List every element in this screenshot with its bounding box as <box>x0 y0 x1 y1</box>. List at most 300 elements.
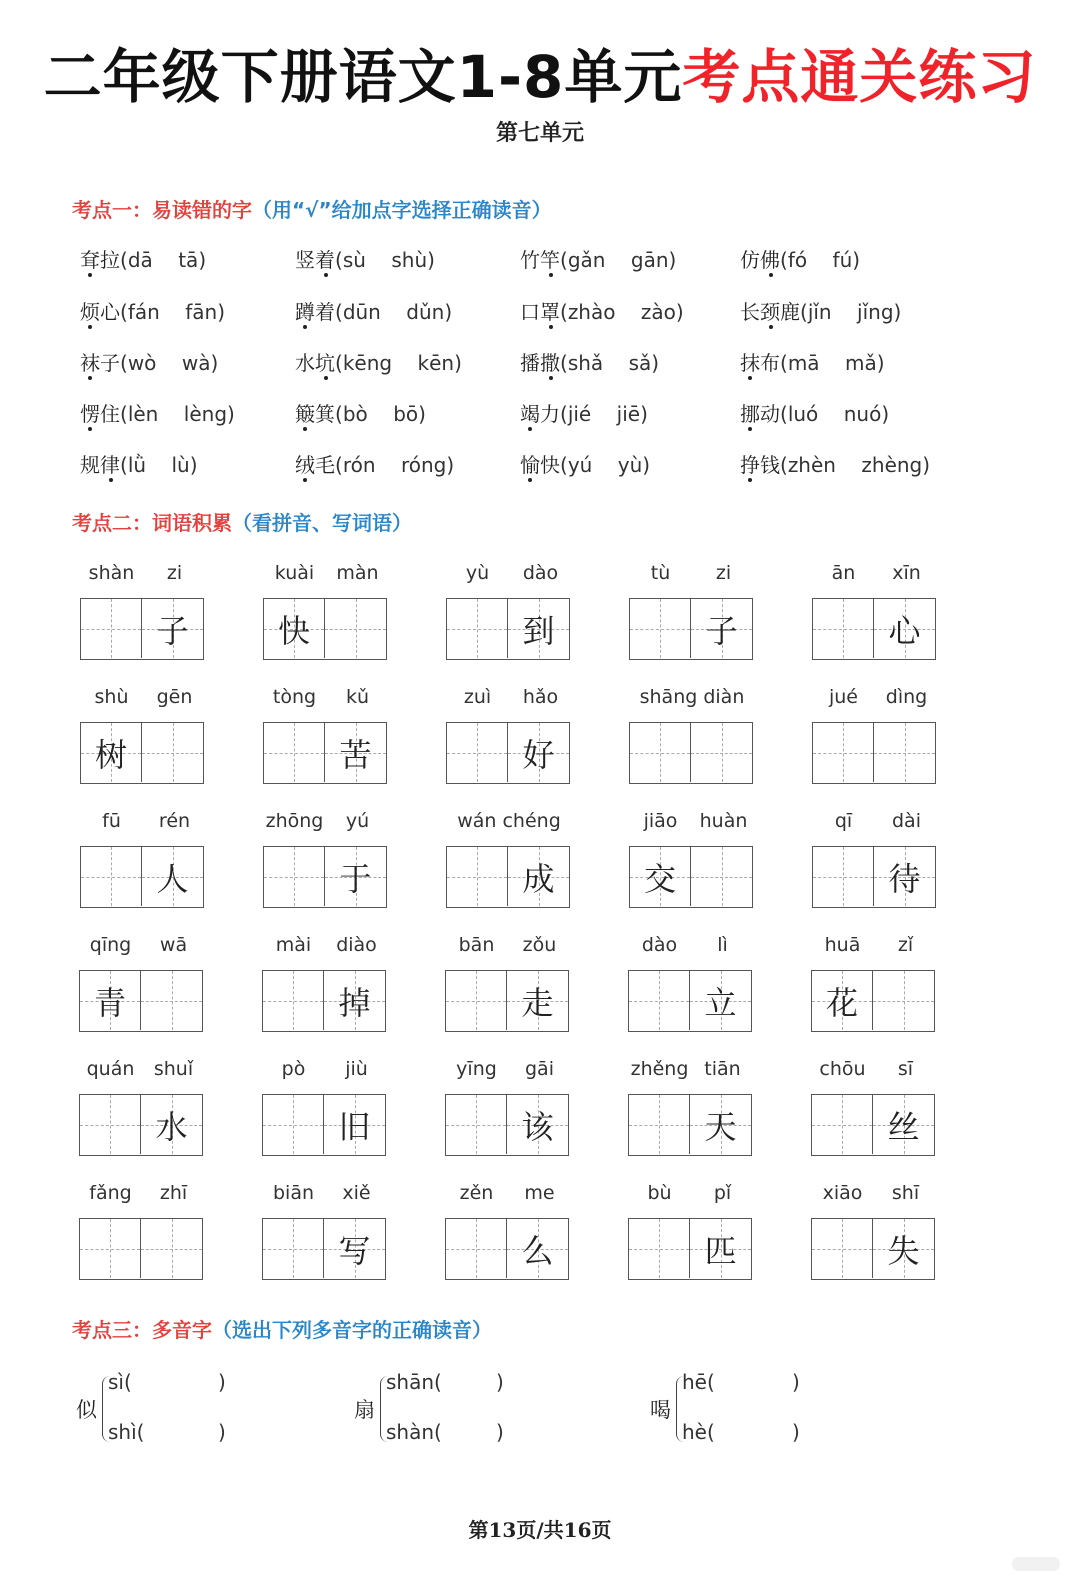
writing-box[interactable] <box>447 847 508 906</box>
reading-option-2[interactable]: bō <box>393 402 419 426</box>
given-character: 花 <box>825 983 858 1022</box>
writing-box[interactable] <box>874 723 935 782</box>
pinyin-syllable: qīng <box>89 934 132 956</box>
pinyin-syllable: tiān <box>704 1058 741 1080</box>
pinyin-syllable: fū <box>102 810 121 832</box>
emphasis-dot <box>769 325 773 329</box>
reading-word: 绒毛 <box>295 453 335 477</box>
option-gap <box>146 453 171 477</box>
given-character <box>813 847 873 906</box>
given-character: 写 <box>338 1231 371 1270</box>
reading-option-2[interactable]: dǔn <box>406 300 445 324</box>
pinyin-syllable: shī <box>891 1182 920 1204</box>
option-gap <box>591 402 616 426</box>
given-character <box>142 723 203 782</box>
reading-item <box>295 449 454 478</box>
pinyin-syllable: xiāo <box>822 1182 863 1204</box>
pinyin-syllable: zhěng <box>630 1058 689 1080</box>
pinyin-label <box>79 1182 205 1208</box>
given-character: 好 <box>522 735 555 774</box>
title-main: 二年级下册语文1-8单元 <box>43 43 683 111</box>
emphasis-dot <box>748 376 752 380</box>
reading-item <box>740 398 889 427</box>
pinyin-syllable: bān <box>458 934 495 956</box>
tianzige-grid <box>263 722 387 784</box>
word-cell <box>445 1058 571 1160</box>
writing-box[interactable] <box>691 723 752 782</box>
given-character <box>446 1219 506 1278</box>
emphasis-dot <box>303 427 307 431</box>
reading-option-2[interactable]: lù <box>171 453 190 477</box>
reading-option-1[interactable]: zhèn <box>787 453 836 477</box>
paren-open: ( <box>335 402 343 426</box>
writing-box[interactable] <box>325 599 386 658</box>
reading-word: 挣钱 <box>740 453 780 477</box>
reading-line[interactable] <box>386 1420 504 1444</box>
pinyin-syllable: lì <box>717 934 728 956</box>
writing-box[interactable] <box>263 971 324 1030</box>
given-character <box>264 723 324 782</box>
reading-option-1[interactable]: lèn <box>127 402 159 426</box>
emphasis-dot <box>303 325 307 329</box>
writing-box[interactable] <box>81 723 142 782</box>
reading-item <box>740 244 860 273</box>
emphasis-dot <box>549 273 553 277</box>
emphasis-dot <box>549 376 553 380</box>
word-cell <box>80 562 206 664</box>
pinyin-syllable: zǒu <box>522 934 557 956</box>
reading-option-2[interactable]: gān <box>630 248 669 272</box>
writing-box[interactable] <box>141 1219 202 1278</box>
tianzige-grid <box>79 1218 203 1280</box>
given-character: 苦 <box>339 735 372 774</box>
pinyin-syllable: zuì <box>463 686 492 708</box>
reading-option-1[interactable]: lǜ <box>127 453 147 477</box>
given-character <box>691 723 752 782</box>
writing-box[interactable] <box>325 723 386 782</box>
pinyin-syllable: dìng <box>885 686 928 708</box>
pinyin-syllable: jiāo <box>643 810 678 832</box>
reading-option-1[interactable]: yú <box>567 453 593 477</box>
pinyin-syllable: hǎo <box>522 686 559 708</box>
given-character <box>629 1219 689 1278</box>
paren-open: ( <box>120 351 128 375</box>
writing-box[interactable] <box>142 847 203 906</box>
reading-option-2[interactable]: shù <box>391 248 428 272</box>
reading-option-2[interactable]: tā <box>178 248 199 272</box>
pinyin-syllable: zěn <box>459 1182 494 1204</box>
section1-lead: 考点一：易读错的字 <box>72 198 252 222</box>
paren-open: ( <box>335 351 343 375</box>
writing-box[interactable] <box>80 1095 141 1154</box>
emphasis-dot <box>528 427 532 431</box>
writing-box[interactable] <box>690 971 751 1030</box>
reading-word: 愉快 <box>520 453 560 477</box>
reading-item <box>520 398 648 427</box>
reading-item <box>295 296 452 325</box>
writing-box[interactable] <box>813 599 874 658</box>
given-character <box>874 723 935 782</box>
writing-box[interactable] <box>142 723 203 782</box>
given-character: 失 <box>887 1231 920 1270</box>
pinyin-label <box>812 562 938 588</box>
paren-open: ( <box>120 248 128 272</box>
given-character <box>629 971 689 1030</box>
reading-option-2[interactable]: kēn <box>417 351 455 375</box>
emphasis-dot <box>549 325 553 329</box>
reading-item <box>520 244 676 273</box>
page-number: 第13页/共16页 <box>468 1518 612 1542</box>
tianzige-grid <box>812 722 936 784</box>
writing-box[interactable] <box>812 971 873 1030</box>
word-cell <box>262 934 388 1036</box>
reading-option-1[interactable]: luó <box>787 402 819 426</box>
given-character: 树 <box>94 735 127 774</box>
writing-box[interactable] <box>812 1219 873 1278</box>
writing-box[interactable] <box>813 723 874 782</box>
paren-close: ) <box>640 402 648 426</box>
paren-close: ) <box>651 351 660 375</box>
writing-box[interactable] <box>446 1095 507 1154</box>
writing-box[interactable] <box>325 847 386 906</box>
paren-open: ( <box>120 453 128 477</box>
writing-box[interactable] <box>873 1219 934 1278</box>
writing-box[interactable] <box>80 1219 141 1278</box>
given-character <box>80 1095 140 1154</box>
reading-item <box>80 296 225 325</box>
paren-close: ) <box>189 453 198 477</box>
writing-box[interactable] <box>324 1219 385 1278</box>
reading-option-1[interactable]: fán <box>127 300 160 324</box>
word-cell <box>79 1058 205 1160</box>
writing-box[interactable] <box>874 599 935 658</box>
pinyin-label <box>80 562 206 588</box>
pinyin-syllable: pò <box>281 1058 306 1080</box>
polyphone-character: 喝 <box>650 1398 671 1422</box>
writing-box[interactable] <box>81 847 142 906</box>
pinyin-syllable: quán <box>86 1058 135 1080</box>
reading-item <box>740 449 930 478</box>
given-character: 掉 <box>338 983 371 1022</box>
given-character: 待 <box>888 859 921 898</box>
writing-box[interactable] <box>264 599 325 658</box>
given-character <box>325 599 386 658</box>
writing-box[interactable] <box>812 1095 873 1154</box>
paren-close: ) <box>218 1370 226 1394</box>
reading-option-2[interactable]: wà <box>181 351 211 375</box>
given-character: 心 <box>888 611 921 650</box>
reading-option-1[interactable]: jǐn <box>807 300 832 324</box>
writing-box[interactable] <box>81 599 142 658</box>
word-cell <box>446 810 572 912</box>
option-gap <box>836 453 861 477</box>
word-cell <box>263 686 389 788</box>
writing-box[interactable] <box>324 971 385 1030</box>
tianzige-grid <box>812 846 936 908</box>
reading-line[interactable] <box>682 1420 800 1444</box>
word-cell <box>812 562 938 664</box>
pinyin-label <box>811 934 937 960</box>
writing-box[interactable] <box>508 599 569 658</box>
writing-box[interactable] <box>507 1219 568 1278</box>
reading-option-1[interactable]: sù <box>342 248 366 272</box>
section3-note: （选出下列多音字的正确读音） <box>212 1318 492 1342</box>
word-cell <box>80 686 206 788</box>
given-character <box>141 1219 202 1278</box>
pinyin-label <box>445 1182 571 1208</box>
emphasis-dot <box>303 478 307 482</box>
writing-box[interactable] <box>446 1219 507 1278</box>
pinyin-syllable: shù <box>94 686 129 708</box>
word-cell <box>629 810 755 912</box>
word-cell <box>262 1182 388 1284</box>
section3-lead: 考点三：多音字 <box>72 1318 212 1342</box>
writing-box[interactable] <box>447 723 508 782</box>
writing-box[interactable] <box>141 1095 202 1154</box>
pinyin-label <box>628 934 754 960</box>
reading-option-2[interactable]: jiē <box>616 402 641 426</box>
writing-box[interactable] <box>813 847 874 906</box>
reading-option-1[interactable]: mā <box>787 351 820 375</box>
writing-box[interactable] <box>873 971 934 1030</box>
emphasis-dot <box>88 427 92 431</box>
tianzige-grid <box>811 1218 935 1280</box>
pinyin-syllable: shàn <box>88 562 135 584</box>
pinyin-syllable: yīng <box>456 1058 497 1080</box>
reading-option-1[interactable]: dā <box>127 248 153 272</box>
writing-box[interactable] <box>873 1095 934 1154</box>
writing-box[interactable] <box>264 723 325 782</box>
reading-option-1[interactable]: gǎn <box>567 248 606 272</box>
paren-open: ( <box>335 453 343 477</box>
tianzige-grid <box>263 598 387 660</box>
tianzige-grid <box>628 970 752 1032</box>
paren-open: ( <box>560 453 568 477</box>
reading-word: 袜子 <box>80 351 120 375</box>
given-character <box>630 599 690 658</box>
reading-option-2[interactable]: lèng <box>183 402 228 426</box>
writing-box[interactable] <box>630 723 691 782</box>
paren-close: ) <box>227 402 235 426</box>
pinyin-label <box>628 1182 754 1208</box>
pinyin-label <box>446 810 572 836</box>
paren-close: ) <box>668 248 677 272</box>
writing-box[interactable] <box>630 847 691 906</box>
reading-item <box>520 296 684 325</box>
emphasis-dot <box>88 376 92 380</box>
tianzige-grid <box>445 1218 569 1280</box>
writing-box[interactable] <box>691 599 752 658</box>
tianzige-grid <box>446 598 570 660</box>
section2-heading <box>72 507 412 536</box>
given-character <box>630 723 690 782</box>
paren-close: ) <box>446 453 455 477</box>
pinyin-label <box>445 934 571 960</box>
given-character: 么 <box>521 1231 554 1270</box>
option-gap <box>818 402 843 426</box>
reading-option-1[interactable]: jié <box>567 402 592 426</box>
given-character: 走 <box>521 983 554 1022</box>
paren-open: ( <box>780 351 788 375</box>
reading-line[interactable] <box>108 1420 226 1444</box>
pinyin-label <box>80 686 206 712</box>
reading-option-1[interactable]: dūn <box>342 300 381 324</box>
option-gap <box>820 351 845 375</box>
pinyin-label <box>812 686 938 712</box>
reading-option-1[interactable]: rón <box>342 453 376 477</box>
reading-option-2[interactable]: mǎ <box>845 351 877 375</box>
given-character <box>141 971 202 1030</box>
writing-box[interactable] <box>324 1095 385 1154</box>
pinyin-syllable: màn <box>336 562 379 584</box>
writing-box[interactable] <box>507 1095 568 1154</box>
given-character <box>263 971 323 1030</box>
given-character <box>80 1219 140 1278</box>
writing-box[interactable] <box>629 971 690 1030</box>
reading-line[interactable] <box>682 1370 800 1394</box>
writing-box[interactable] <box>446 971 507 1030</box>
pinyin-label <box>80 810 206 836</box>
reading-word: 竹竿 <box>520 248 560 272</box>
watermark <box>1012 1557 1060 1571</box>
writing-box[interactable] <box>508 847 569 906</box>
option-gap <box>832 300 857 324</box>
tianzige-grid <box>446 846 570 908</box>
word-cell <box>812 686 938 788</box>
writing-box[interactable] <box>507 971 568 1030</box>
given-character <box>446 971 506 1030</box>
writing-box[interactable] <box>263 1095 324 1154</box>
reading-option-2[interactable]: jǐng <box>857 300 894 324</box>
tianzige-grid <box>262 1094 386 1156</box>
writing-box[interactable] <box>690 1219 751 1278</box>
emphasis-dot <box>324 376 328 380</box>
option-gap <box>160 300 185 324</box>
reading-option-2[interactable]: zhèng <box>861 453 923 477</box>
option-gap <box>376 453 401 477</box>
pinyin-syllable: xīn <box>892 562 921 584</box>
word-cell <box>628 934 754 1036</box>
writing-box[interactable] <box>508 723 569 782</box>
pinyin-syllable: rén <box>158 810 191 832</box>
reading-option-2[interactable]: nuó <box>843 402 882 426</box>
section2-note: （看拼音、写词语） <box>232 511 412 535</box>
reading-option-2[interactable]: fú <box>832 248 853 272</box>
word-cell <box>445 1182 571 1284</box>
word-cell <box>446 562 572 664</box>
pinyin-syllable: bù <box>647 1182 672 1204</box>
pinyin-syllable: yù <box>465 562 490 584</box>
writing-box[interactable] <box>263 1219 324 1278</box>
reading-word: 仿佛 <box>740 248 780 272</box>
reading-option-1[interactable]: shǎ <box>567 351 604 375</box>
reading-item <box>740 296 901 325</box>
word-cell <box>446 686 572 788</box>
pinyin-label <box>446 562 572 588</box>
reading-word: 挪动 <box>740 402 780 426</box>
paren-close: ) <box>642 453 651 477</box>
tianzige-grid <box>80 722 204 784</box>
writing-box[interactable] <box>141 971 202 1030</box>
given-character <box>629 1095 689 1154</box>
pinyin-label <box>263 686 389 712</box>
writing-box[interactable] <box>629 1095 690 1154</box>
section2-lead: 考点二：词语积累 <box>72 511 232 535</box>
pinyin-syllable: jué <box>828 686 858 708</box>
reading-option-2[interactable]: fān <box>185 300 218 324</box>
given-character: 青 <box>93 983 126 1022</box>
reading-option-2[interactable]: yù <box>617 453 643 477</box>
given-character: 水 <box>155 1107 188 1146</box>
pinyin-label <box>812 810 938 836</box>
pinyin-label <box>262 934 388 960</box>
pinyin-syllable: zhōng <box>265 810 324 832</box>
pinyin-label <box>628 1058 754 1084</box>
paren-open: ( <box>800 300 808 324</box>
pinyin-syllable: chōu <box>819 1058 866 1080</box>
reading-option-2[interactable]: róng <box>400 453 447 477</box>
writing-box[interactable] <box>447 599 508 658</box>
pinyin-label <box>263 562 389 588</box>
writing-box[interactable] <box>142 599 203 658</box>
given-character: 到 <box>522 611 555 650</box>
reading-word: 水坑 <box>295 351 335 375</box>
pinyin-syllable: dài <box>892 810 921 832</box>
paren-close: ) <box>427 248 435 272</box>
writing-box[interactable] <box>630 599 691 658</box>
pinyin-syllable: kuài <box>274 562 315 584</box>
reading-option-1[interactable]: kēng <box>342 351 393 375</box>
polyphone-group <box>650 1368 870 1448</box>
tianzige-grid <box>262 1218 386 1280</box>
polyphone-group <box>354 1368 574 1448</box>
pinyin-label <box>629 810 755 836</box>
reading-option-1[interactable]: wò <box>127 351 157 375</box>
reading-word: 烦心 <box>80 300 120 324</box>
reading-line[interactable] <box>108 1370 226 1394</box>
pinyin-syllable: wā <box>159 934 188 956</box>
option-gap <box>366 248 391 272</box>
tianzige-grid <box>629 846 753 908</box>
given-character <box>81 847 141 906</box>
emphasis-dot <box>88 273 92 277</box>
reading-option-1[interactable]: zhào <box>567 300 616 324</box>
reading-word: 口罩 <box>520 300 560 324</box>
writing-box[interactable] <box>264 847 325 906</box>
given-character <box>873 971 934 1030</box>
reading-item <box>80 244 206 273</box>
word-cell <box>628 1182 754 1284</box>
reading-option-1[interactable]: bò <box>342 402 368 426</box>
reading-option-2[interactable]: sǎ <box>628 351 652 375</box>
writing-box[interactable] <box>874 847 935 906</box>
given-character <box>813 599 873 658</box>
writing-box[interactable] <box>80 971 141 1030</box>
writing-box[interactable] <box>629 1219 690 1278</box>
paren-open: ( <box>560 402 568 426</box>
pinyin-syllable: tòng <box>272 686 317 708</box>
given-character: 天 <box>704 1107 737 1146</box>
reading-line[interactable] <box>386 1370 504 1394</box>
writing-box[interactable] <box>691 847 752 906</box>
reading-option-1[interactable]: fó <box>787 248 808 272</box>
section1-note: （用“√”给加点字选择正确读音） <box>252 198 552 222</box>
pinyin-syllable: me <box>524 1182 555 1204</box>
reading-option-2[interactable]: zào <box>640 300 676 324</box>
pinyin-syllable: biān <box>272 1182 315 1204</box>
writing-box[interactable] <box>690 1095 751 1154</box>
paren-open: ( <box>780 248 788 272</box>
